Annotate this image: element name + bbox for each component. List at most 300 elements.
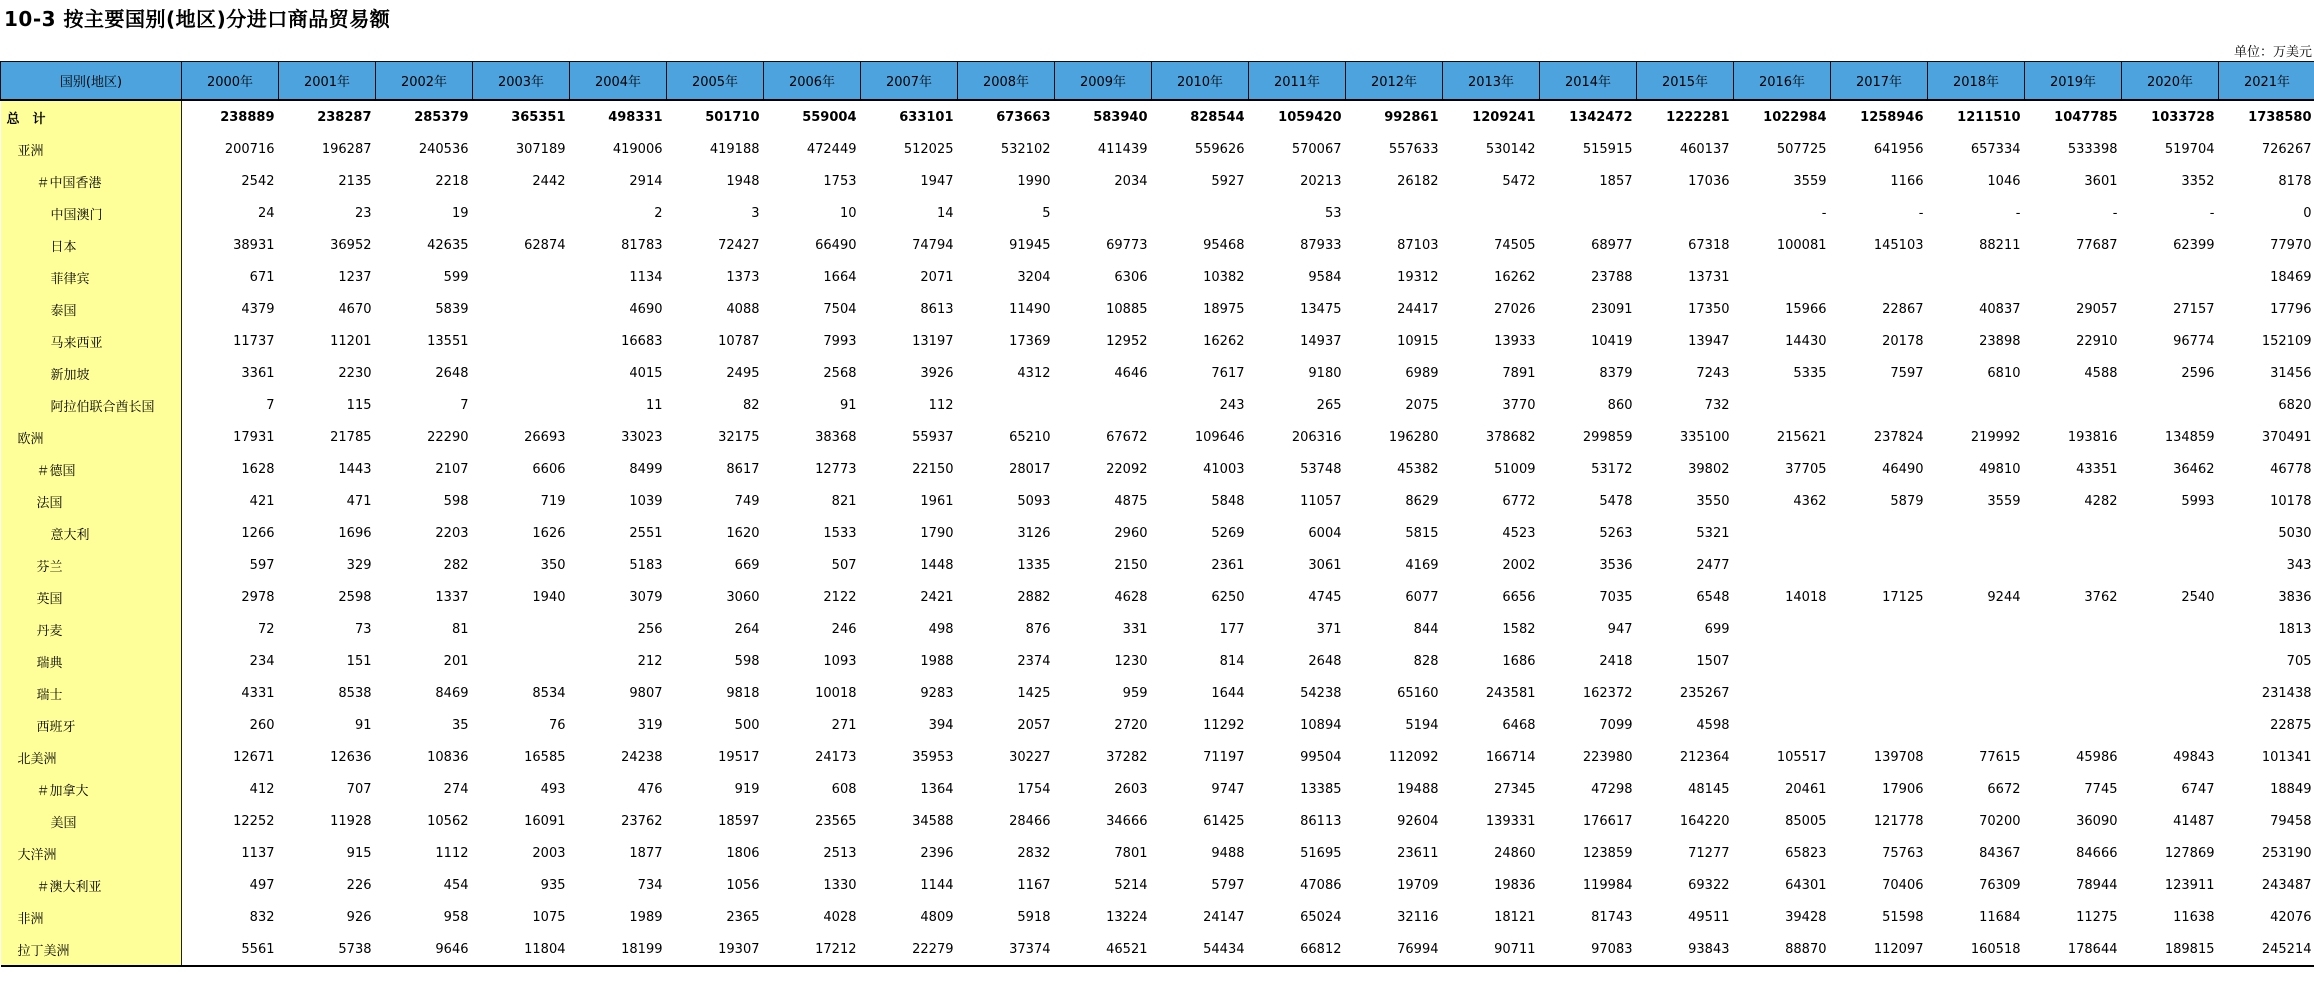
value-cell: 1813 [2278,621,2312,637]
value-cell: 1093 [823,653,857,669]
value-cell: 21785 [330,429,372,445]
value-cell: 38931 [233,237,275,253]
value-cell: 234 [249,653,275,669]
value-cell: 8629 [1405,493,1439,509]
value-cell: 17212 [764,933,861,966]
value-cell: 23565 [815,813,857,829]
column-header-year: 2019年 [2025,62,2122,101]
value-cell: 2075 [1405,397,1439,413]
value-cell: 64301 [1785,877,1827,893]
value-cell: 7617 [1211,365,1245,381]
value-cell: 81 [451,621,469,637]
value-cell: 16683 [621,333,663,349]
value-cell: 31456 [2270,365,2312,381]
value-cell: 11804 [473,933,570,966]
value-cell: 2396 [920,845,954,861]
value-cell: 2832 [1017,845,1051,861]
table-row [1,581,2314,613]
value-cell: 493 [540,781,566,797]
value-cell: 37374 [958,933,1055,966]
value-cell: 76 [548,717,566,733]
value-cell [1734,261,1831,293]
value-cell: 68977 [1591,237,1633,253]
column-header-year: 2000年 [182,62,279,101]
value-cell: 51598 [1882,909,1924,925]
value-cell: 18199 [570,933,667,966]
column-header-year: 2008年 [958,62,1055,101]
region-name-cell: 瑞士 [1,677,182,709]
value-cell: 1039 [629,493,663,509]
value-cell: 7891 [1502,365,1536,381]
region-name-cell: 阿拉伯联合酋长国 [1,389,182,421]
value-cell: 671 [249,269,275,285]
value-cell: 23611 [1397,845,1439,861]
value-cell [2122,517,2219,549]
table-row [1,869,2314,901]
region-name-cell: 中国澳门 [1,197,182,229]
value-cell: 8538 [338,685,372,701]
value-cell: 11057 [1300,493,1342,509]
value-cell: 992861 [1346,100,1443,133]
value-cell: 282 [443,557,469,573]
value-cell: 73 [354,621,372,637]
value-cell: 8469 [435,685,469,701]
value-cell [473,645,570,677]
value-cell: 4312 [1017,365,1051,381]
value-cell: 507725 [1776,141,1827,157]
value-cell: 3601 [2084,173,2118,189]
value-cell: 24173 [815,749,857,765]
value-cell: 134859 [2164,429,2215,445]
value-cell: 46778 [2270,461,2312,477]
value-cell: 160518 [1928,933,2025,966]
value-cell: 6747 [2181,781,2215,797]
table-row [1,485,2314,517]
value-cell: 70200 [1979,813,2021,829]
column-header-year: 2004年 [570,62,667,101]
value-cell: 88870 [1734,933,1831,966]
value-cell: 71277 [1688,845,1730,861]
value-cell: 69322 [1688,877,1730,893]
value-cell: 2598 [338,589,372,605]
value-cell: 14430 [1785,333,1827,349]
value-cell: 139708 [1873,749,1924,765]
value-cell: 1335 [1017,557,1051,573]
value-cell: 12252 [233,813,275,829]
value-cell [1928,517,2025,549]
value-cell: 10178 [2270,493,2312,509]
value-cell: 4670 [338,301,372,317]
region-name-cell: ＃中国香港 [1,165,182,197]
value-cell: 19307 [667,933,764,966]
value-cell: 2442 [532,173,566,189]
value-cell [1734,677,1831,709]
value-cell: 3770 [1502,397,1536,413]
value-cell [1734,709,1831,741]
value-cell [1734,549,1831,581]
value-cell: 2477 [1696,557,1730,573]
value-cell [1734,517,1831,549]
value-cell: 91 [839,397,857,413]
value-cell: 1620 [726,525,760,541]
value-cell: 1790 [920,525,954,541]
value-cell: 99504 [1300,749,1342,765]
value-cell: 2882 [1017,589,1051,605]
value-cell: 22875 [2270,717,2312,733]
value-cell: 2978 [241,589,275,605]
value-cell: 5797 [1211,877,1245,893]
value-cell: 12671 [233,749,275,765]
value-cell: 1628 [241,461,275,477]
value-cell: 1230 [1114,653,1148,669]
column-header-year: 2010年 [1152,62,1249,101]
value-cell: 6250 [1211,589,1245,605]
value-cell: 13475 [1300,301,1342,317]
value-cell: 2365 [726,909,760,925]
value-cell [473,389,570,421]
value-cell: 4015 [629,365,663,381]
value-cell: 719 [540,493,566,509]
value-cell: 16262 [1494,269,1536,285]
value-cell: 97083 [1540,933,1637,966]
value-cell: 5993 [2181,493,2215,509]
value-cell: 828 [1413,653,1439,669]
value-cell: 598 [443,493,469,509]
value-cell: 39428 [1785,909,1827,925]
region-name-cell: 芬兰 [1,549,182,581]
value-cell: 119984 [1582,877,1633,893]
column-header-year: 2017年 [1831,62,1928,101]
value-cell: 223980 [1582,749,1633,765]
value-cell: 51009 [1494,461,1536,477]
column-header-year: 2009年 [1055,62,1152,101]
value-cell: 4646 [1114,365,1148,381]
value-cell: 29057 [2076,301,2118,317]
value-cell: 264 [734,621,760,637]
value-cell: 9283 [920,685,954,701]
value-cell: 705 [2286,653,2312,669]
table-row [1,261,2314,293]
table-row [1,549,2314,581]
value-cell: 285379 [376,100,473,133]
value-cell: 8617 [726,461,760,477]
value-cell: 62399 [2173,237,2215,253]
region-name-cell: 拉丁美洲 [1,933,182,966]
value-cell: 27157 [2173,301,2215,317]
value-cell: 51695 [1300,845,1342,861]
value-cell: 12773 [815,461,857,477]
value-cell [1540,197,1637,229]
value-cell: 3536 [1599,557,1633,573]
value-cell [2025,613,2122,645]
value-cell: 1626 [532,525,566,541]
value-cell: 91 [354,717,372,733]
value-cell: 307189 [515,141,566,157]
value-cell: 71197 [1203,749,1245,765]
value-cell: 20178 [1882,333,1924,349]
value-cell: 123911 [2164,877,2215,893]
value-cell: 5918 [1017,909,1051,925]
column-header-year: 2016年 [1734,62,1831,101]
value-cell: 69773 [1106,237,1148,253]
value-cell: 1033728 [2122,100,2219,133]
value-cell: 65210 [1009,429,1051,445]
value-cell: 814 [1219,653,1245,669]
value-cell: 2542 [241,173,275,189]
value-cell: 145103 [1873,237,1924,253]
value-cell: 22279 [861,933,958,966]
value-cell: 10419 [1591,333,1633,349]
value-cell: 1947 [920,173,954,189]
value-cell [2122,677,2219,709]
value-cell: 75763 [1882,845,1924,861]
value-cell: 1857 [1599,173,1633,189]
value-cell: - [2112,205,2118,221]
value-cell [1928,549,2025,581]
value-cell [1637,197,1734,229]
column-header-year: 2005年 [667,62,764,101]
table-row [1,100,2314,133]
value-cell: 2720 [1114,717,1148,733]
value-cell: 1533 [823,525,857,541]
value-cell: 673663 [958,100,1055,133]
value-cell: 74794 [912,237,954,253]
value-cell: 200716 [224,141,275,157]
value-cell: 2230 [338,365,372,381]
value-cell: 47298 [1591,781,1633,797]
value-cell: 13224 [1106,909,1148,925]
table-row [1,389,2314,421]
region-name-cell: 法国 [1,485,182,517]
value-cell: 4628 [1114,589,1148,605]
value-cell: 331 [1122,621,1148,637]
value-cell: 657334 [1970,141,2021,157]
value-cell: 2034 [1114,173,1148,189]
value-cell: 12952 [1106,333,1148,349]
value-cell: 707 [346,781,372,797]
value-cell: 4588 [2084,365,2118,381]
value-cell: 3204 [1017,269,1051,285]
value-cell: 164220 [1679,813,1730,829]
value-cell: 245214 [2219,933,2314,966]
value-cell: 9818 [726,685,760,701]
value-cell: 19836 [1494,877,1536,893]
value-cell: 2421 [920,589,954,605]
value-cell: 498331 [570,100,667,133]
value-cell: 6989 [1405,365,1439,381]
value-cell: 238287 [279,100,376,133]
value-cell: 6468 [1502,717,1536,733]
region-name-cell: 菲律宾 [1,261,182,293]
value-cell: 23091 [1591,301,1633,317]
value-cell: 243487 [2261,877,2312,893]
value-cell: 7504 [823,301,857,317]
value-cell: 8178 [2278,173,2312,189]
value-cell: 12636 [330,749,372,765]
value-cell: 206316 [1291,429,1342,445]
value-cell: 1443 [338,461,372,477]
value-cell: 65024 [1300,909,1342,925]
value-cell: 2374 [1017,653,1051,669]
region-name-cell: ＃澳大利亚 [1,869,182,901]
value-cell: 17036 [1688,173,1730,189]
value-cell: 11638 [2173,909,2215,925]
value-cell: 5335 [1793,365,1827,381]
value-cell: 1237 [338,269,372,285]
region-name-cell: 总 计 [1,100,182,133]
value-cell: 166714 [1485,749,1536,765]
value-cell: 5194 [1405,717,1439,733]
value-cell [2025,261,2122,293]
value-cell: 53748 [1300,461,1342,477]
region-name-cell: 马来西亚 [1,325,182,357]
value-cell: 2203 [435,525,469,541]
value-cell: 226 [346,877,372,893]
value-cell: 54434 [1152,933,1249,966]
value-cell [1928,677,2025,709]
value-cell: 6548 [1696,589,1730,605]
value-cell [1734,389,1831,421]
table-row [1,613,2314,645]
value-cell: 23 [354,205,372,221]
region-name-cell: 意大利 [1,517,182,549]
value-cell [1831,677,1928,709]
table-row [1,165,2314,197]
value-cell: 10787 [718,333,760,349]
value-cell: 2914 [629,173,663,189]
value-cell: 533398 [2067,141,2118,157]
value-cell [473,325,570,357]
value-cell: - [2015,205,2021,221]
value-cell: 20461 [1785,781,1827,797]
value-cell: 8534 [532,685,566,701]
value-cell: 2071 [920,269,954,285]
value-cell: 24417 [1397,301,1439,317]
value-cell: 13385 [1300,781,1342,797]
value-cell: 419188 [709,141,760,157]
value-cell: 11275 [2076,909,2118,925]
value-cell: 1664 [823,269,857,285]
value-cell: 246 [831,621,857,637]
value-cell: 4598 [1696,717,1730,733]
value-cell [1831,645,1928,677]
value-cell: 49511 [1688,909,1730,925]
value-cell: 599 [443,269,469,285]
value-cell: 608 [831,781,857,797]
value-cell: 3559 [1793,173,1827,189]
value-cell: 3079 [629,589,663,605]
value-cell: 152109 [2261,333,2312,349]
value-cell: 299859 [1582,429,1633,445]
value-cell [1928,709,2025,741]
value-cell: 256 [637,621,663,637]
value-cell: 19709 [1397,877,1439,893]
value-cell: 16091 [524,813,566,829]
value-cell: 112 [928,397,954,413]
table-body [1,100,2314,966]
value-cell: 1258946 [1831,100,1928,133]
value-cell: 4809 [920,909,954,925]
value-cell: 74505 [1494,237,1536,253]
value-cell: 4690 [629,301,663,317]
value-cell: 112097 [1831,933,1928,966]
value-cell: 9747 [1211,781,1245,797]
value-cell [1055,197,1152,229]
value-cell: 1046 [1987,173,2021,189]
value-cell: 559626 [1194,141,1245,157]
page-title: 10-3 按主要国别(地区)分进口商品贸易额 [4,7,391,31]
value-cell: 219992 [1970,429,2021,445]
value-cell: 30227 [1009,749,1051,765]
value-cell: 3836 [2278,589,2312,605]
value-cell: 3352 [2181,173,2215,189]
table-row [1,517,2314,549]
value-cell: 121778 [1873,813,1924,829]
value-cell: 48145 [1688,781,1730,797]
value-cell: 1330 [823,877,857,893]
value-cell: 34666 [1106,813,1148,829]
value-cell: 28017 [1009,461,1051,477]
column-header-year: 2013年 [1443,62,1540,101]
value-cell: 2603 [1114,781,1148,797]
value-cell: 13731 [1688,269,1730,285]
column-header-year: 2006年 [764,62,861,101]
value-cell: 3550 [1696,493,1730,509]
value-cell: 61425 [1203,813,1245,829]
region-name-cell: 日本 [1,229,182,261]
value-cell: 79458 [2270,813,2312,829]
value-cell: 8379 [1599,365,1633,381]
value-cell: 559004 [764,100,861,133]
value-cell: 8499 [629,461,663,477]
value-cell: 16585 [524,749,566,765]
value-cell: 5478 [1599,493,1633,509]
value-cell: 115 [346,397,372,413]
value-cell: 343 [2286,557,2312,573]
value-cell: 641956 [1873,141,1924,157]
value-cell: 5214 [1114,877,1148,893]
value-cell: 32175 [718,429,760,445]
value-cell: 10382 [1203,269,1245,285]
value-cell: 5093 [1017,493,1051,509]
value-cell: 2107 [435,461,469,477]
table-row [1,645,2314,677]
value-cell: 597 [249,557,275,573]
value-cell: 37705 [1785,461,1827,477]
value-cell: 76309 [1979,877,2021,893]
value-cell [1152,197,1249,229]
unit-label: 单位：万美元 [2233,45,2312,60]
table-row [1,293,2314,325]
value-cell: 570067 [1291,141,1342,157]
column-header-year: 2020年 [2122,62,2219,101]
value-cell: 39802 [1688,461,1730,477]
value-cell: 53 [1324,205,1342,221]
value-cell: 238889 [182,100,279,133]
table-row [1,773,2314,805]
value-cell [2025,389,2122,421]
value-cell: 20213 [1300,173,1342,189]
value-cell: 9807 [629,685,663,701]
column-header-year: 2021年 [2219,62,2314,101]
value-cell: 176617 [1582,813,1633,829]
value-cell: 394 [928,717,954,733]
value-cell: 101341 [2261,749,2312,765]
value-cell: 72 [257,621,275,637]
value-cell: 17796 [2270,301,2312,317]
value-cell: 959 [1122,685,1148,701]
value-cell: 1990 [1017,173,1051,189]
